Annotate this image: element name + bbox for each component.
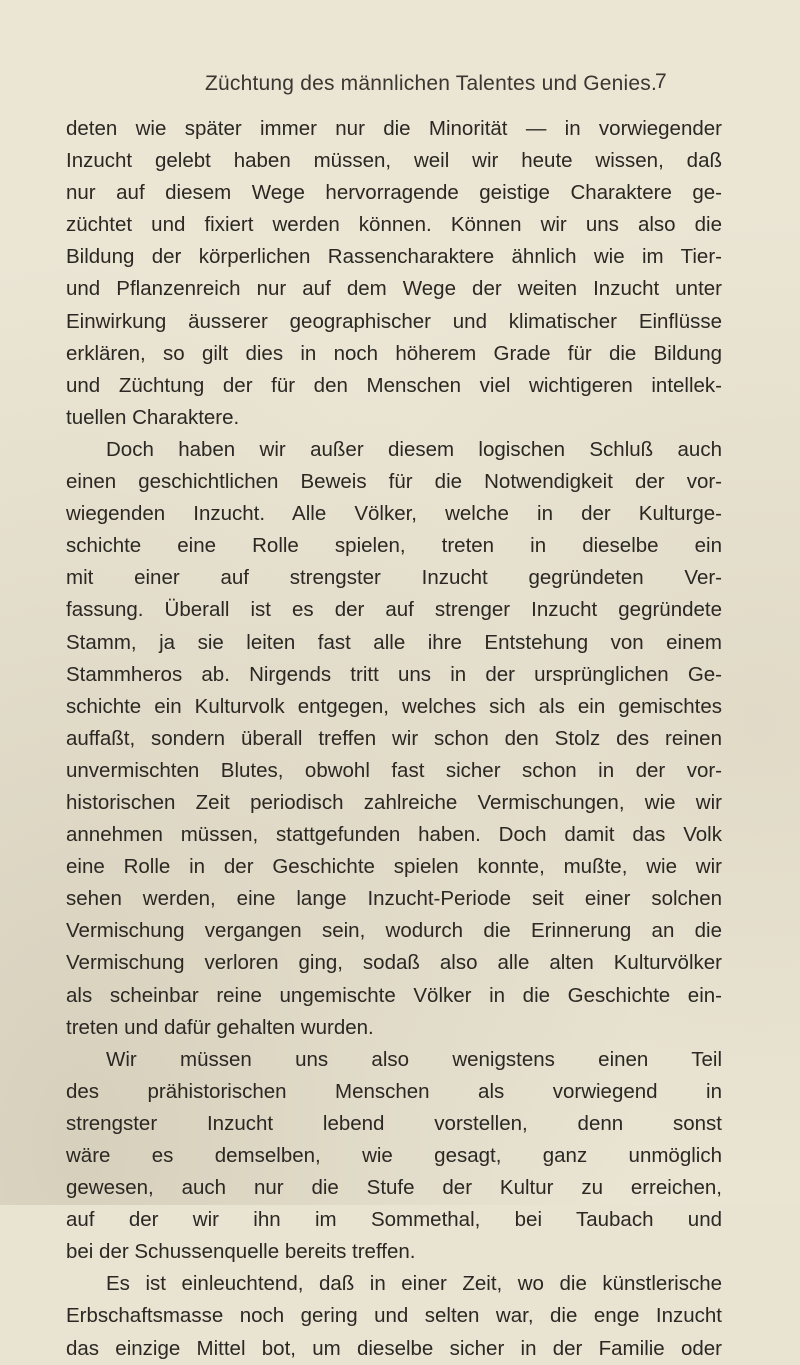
text-line: nur auf diesem Wege hervorragende geistige Charaktere ge- <box>66 181 722 205</box>
text-line: treten und dafür gehalten wurden. <box>66 1015 374 1039</box>
text-line: Bildung der körperlichen Rassencharaktere ähnlich wie im Tier- <box>66 245 722 269</box>
text-line: auf der wir ihn im Sommethal, bei Taubach und <box>66 1208 722 1232</box>
text-line: bei der Schussenquelle bereits treffen. <box>66 1240 416 1264</box>
text-line: schichte eine Rolle spielen, treten in dieselbe ein <box>66 534 722 558</box>
text-line: Vermischung vergangen sein, wodurch die Erinnerung an die <box>66 919 722 943</box>
running-title: Züchtung des männlichen Talentes und Genies. <box>205 72 658 95</box>
text-line: wäre es demselben, wie gesagt, ganz unmöglich <box>66 1144 722 1167</box>
text-line: annehmen müssen, stattgefunden haben. Doch damit das Volk <box>66 823 722 847</box>
text-line: wiegenden Inzucht. Alle Völker, welche in der Kulturge- <box>66 502 722 526</box>
text-line: als scheinbar reine ungemischte Völker in die Geschichte ein- <box>66 983 722 1007</box>
text-line: auffaßt, sondern überall treffen wir schon den Stolz des reinen <box>66 726 722 750</box>
text-line: strengster Inzucht lebend vorstellen, denn sonst <box>66 1111 722 1135</box>
text-line: Erbschaftsmasse noch gering und selten war, die enge Inzucht <box>66 1304 722 1328</box>
text-line: deten wie später immer nur die Minorität — in vorwiegender <box>66 117 722 140</box>
text-line: historischen Zeit periodisch zahlreiche Vermischungen, wie wir <box>66 790 722 814</box>
page-number: 7 <box>655 70 667 93</box>
text-line: des prähistorischen Menschen als vorwiegend in <box>66 1079 722 1103</box>
text-line: und Züchtung der für den Menschen viel wichtigeren intellek- <box>66 373 722 397</box>
text-line: Inzucht gelebt haben müssen, weil wir heute wissen, daß <box>66 149 722 173</box>
text-line: Es ist einleuchtend, daß in einer Zeit, wo die künstlerische <box>106 1272 722 1296</box>
text-line: mit einer auf strengster Inzucht gegründeten Ver- <box>66 566 722 590</box>
text-line: sehen werden, eine lange Inzucht-Periode seit einer solchen <box>66 887 722 911</box>
text-line: das einzige Mittel bot, um dieselbe sicher in der Familie oder <box>66 1336 722 1360</box>
text-line: einen geschichtlichen Beweis für die Notwendigkeit der vor- <box>66 470 722 494</box>
text-line: züchtet und fixiert werden können. Können wir uns also die <box>66 213 722 237</box>
text-line: unvermischten Blutes, obwohl fast sicher schon in der vor- <box>66 758 722 782</box>
text-line: Stamm, ja sie leiten fast alle ihre Entstehung von einem <box>66 630 722 654</box>
text-line: fassung. Überall ist es der auf strenger Inzucht gegründete <box>66 598 722 622</box>
text-line: Stammheros ab. Nirgends tritt uns in der ursprünglichen Ge- <box>66 662 722 686</box>
text-line: gewesen, auch nur die Stufe der Kultur zu erreichen, <box>66 1176 722 1200</box>
text-line: Doch haben wir außer diesem logischen Schluß auch <box>106 437 722 461</box>
text-line: tuellen Charaktere. <box>66 405 240 429</box>
text-line: Einwirkung äusserer geographischer und klimatischer Einflüsse <box>66 309 722 333</box>
text-line: Vermischung verloren ging, sodaß also alle alten Kulturvölker <box>66 951 722 975</box>
text-line: erklären, so gilt dies in noch höherem Grade für die Bildung <box>66 341 722 365</box>
text-line: Wir müssen uns also wenigstens einen Teil <box>106 1047 722 1071</box>
text-line: und Pflanzenreich nur auf dem Wege der weiten Inzucht unter <box>66 277 722 301</box>
text-line: eine Rolle in der Geschichte spielen konnte, mußte, wie wir <box>66 855 722 879</box>
text-line: schichte ein Kulturvolk entgegen, welches sich als ein gemischtes <box>66 694 722 718</box>
body-text <box>66 113 722 1365</box>
